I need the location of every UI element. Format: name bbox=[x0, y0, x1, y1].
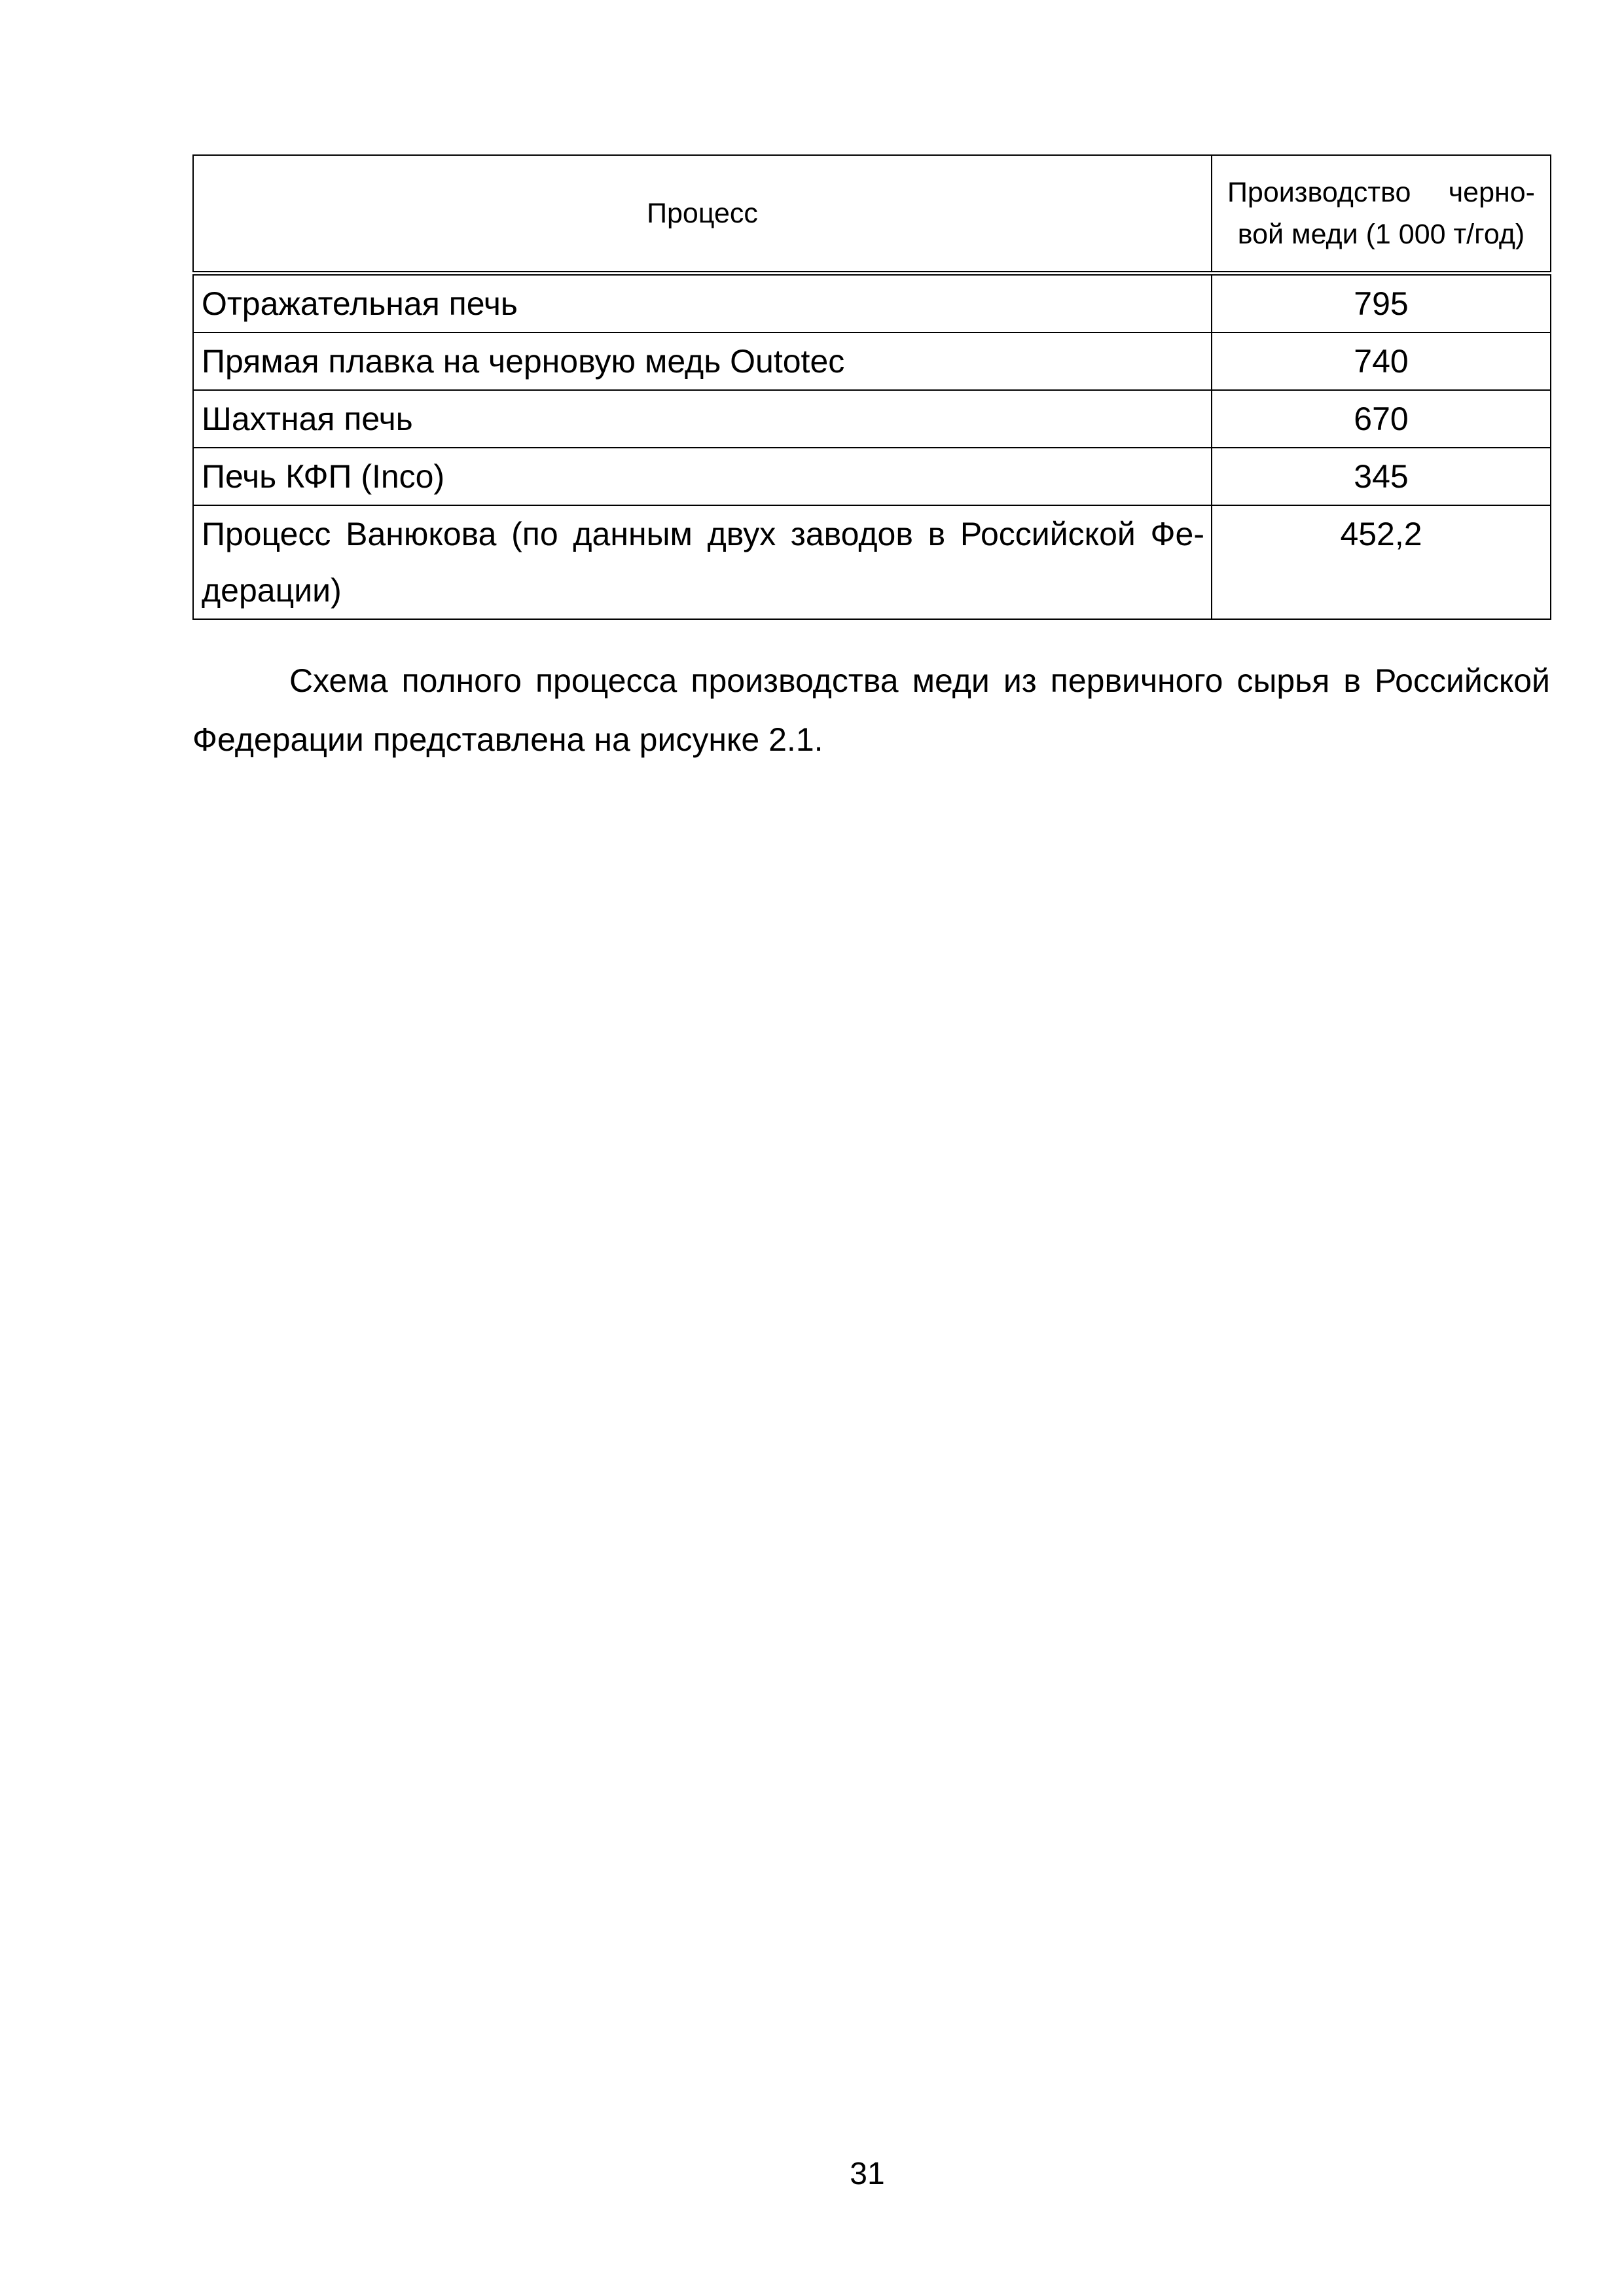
process-cell: Прямая плавка на черновую медь Outotec bbox=[193, 332, 1212, 390]
header-process: Процесс bbox=[193, 155, 1212, 274]
process-cell: Шахтная печь bbox=[193, 390, 1212, 448]
header-production-label: Производство черно-вой меди (1 000 т/год) bbox=[1227, 177, 1535, 250]
process-cell: Печь КФП (Inco) bbox=[193, 448, 1212, 505]
header-production bbox=[1212, 155, 1551, 274]
copper-production-table bbox=[192, 154, 1551, 620]
value-cell: 740 bbox=[1212, 332, 1551, 390]
value-cell: 452,2 bbox=[1212, 505, 1551, 619]
table-header-row bbox=[193, 155, 1551, 274]
value-cell: 670 bbox=[1212, 390, 1551, 448]
process-cell: Отражательная печь bbox=[193, 274, 1212, 333]
table-row bbox=[193, 274, 1551, 333]
body-paragraph: Схема полного процесса производства меди из первичного сырья в Российской Федерации представлена на рисунке 2.1. bbox=[192, 662, 1550, 758]
table-row bbox=[193, 448, 1551, 505]
value-cell: 345 bbox=[1212, 448, 1551, 505]
table-row bbox=[193, 332, 1551, 390]
process-cell: Процесс Ванюкова (по данным двух заводов в Российской Фе-дерации) bbox=[193, 505, 1212, 619]
table-row bbox=[193, 390, 1551, 448]
table-row bbox=[193, 505, 1551, 619]
page-number: 31 bbox=[850, 2157, 885, 2191]
value-cell: 795 bbox=[1212, 274, 1551, 333]
